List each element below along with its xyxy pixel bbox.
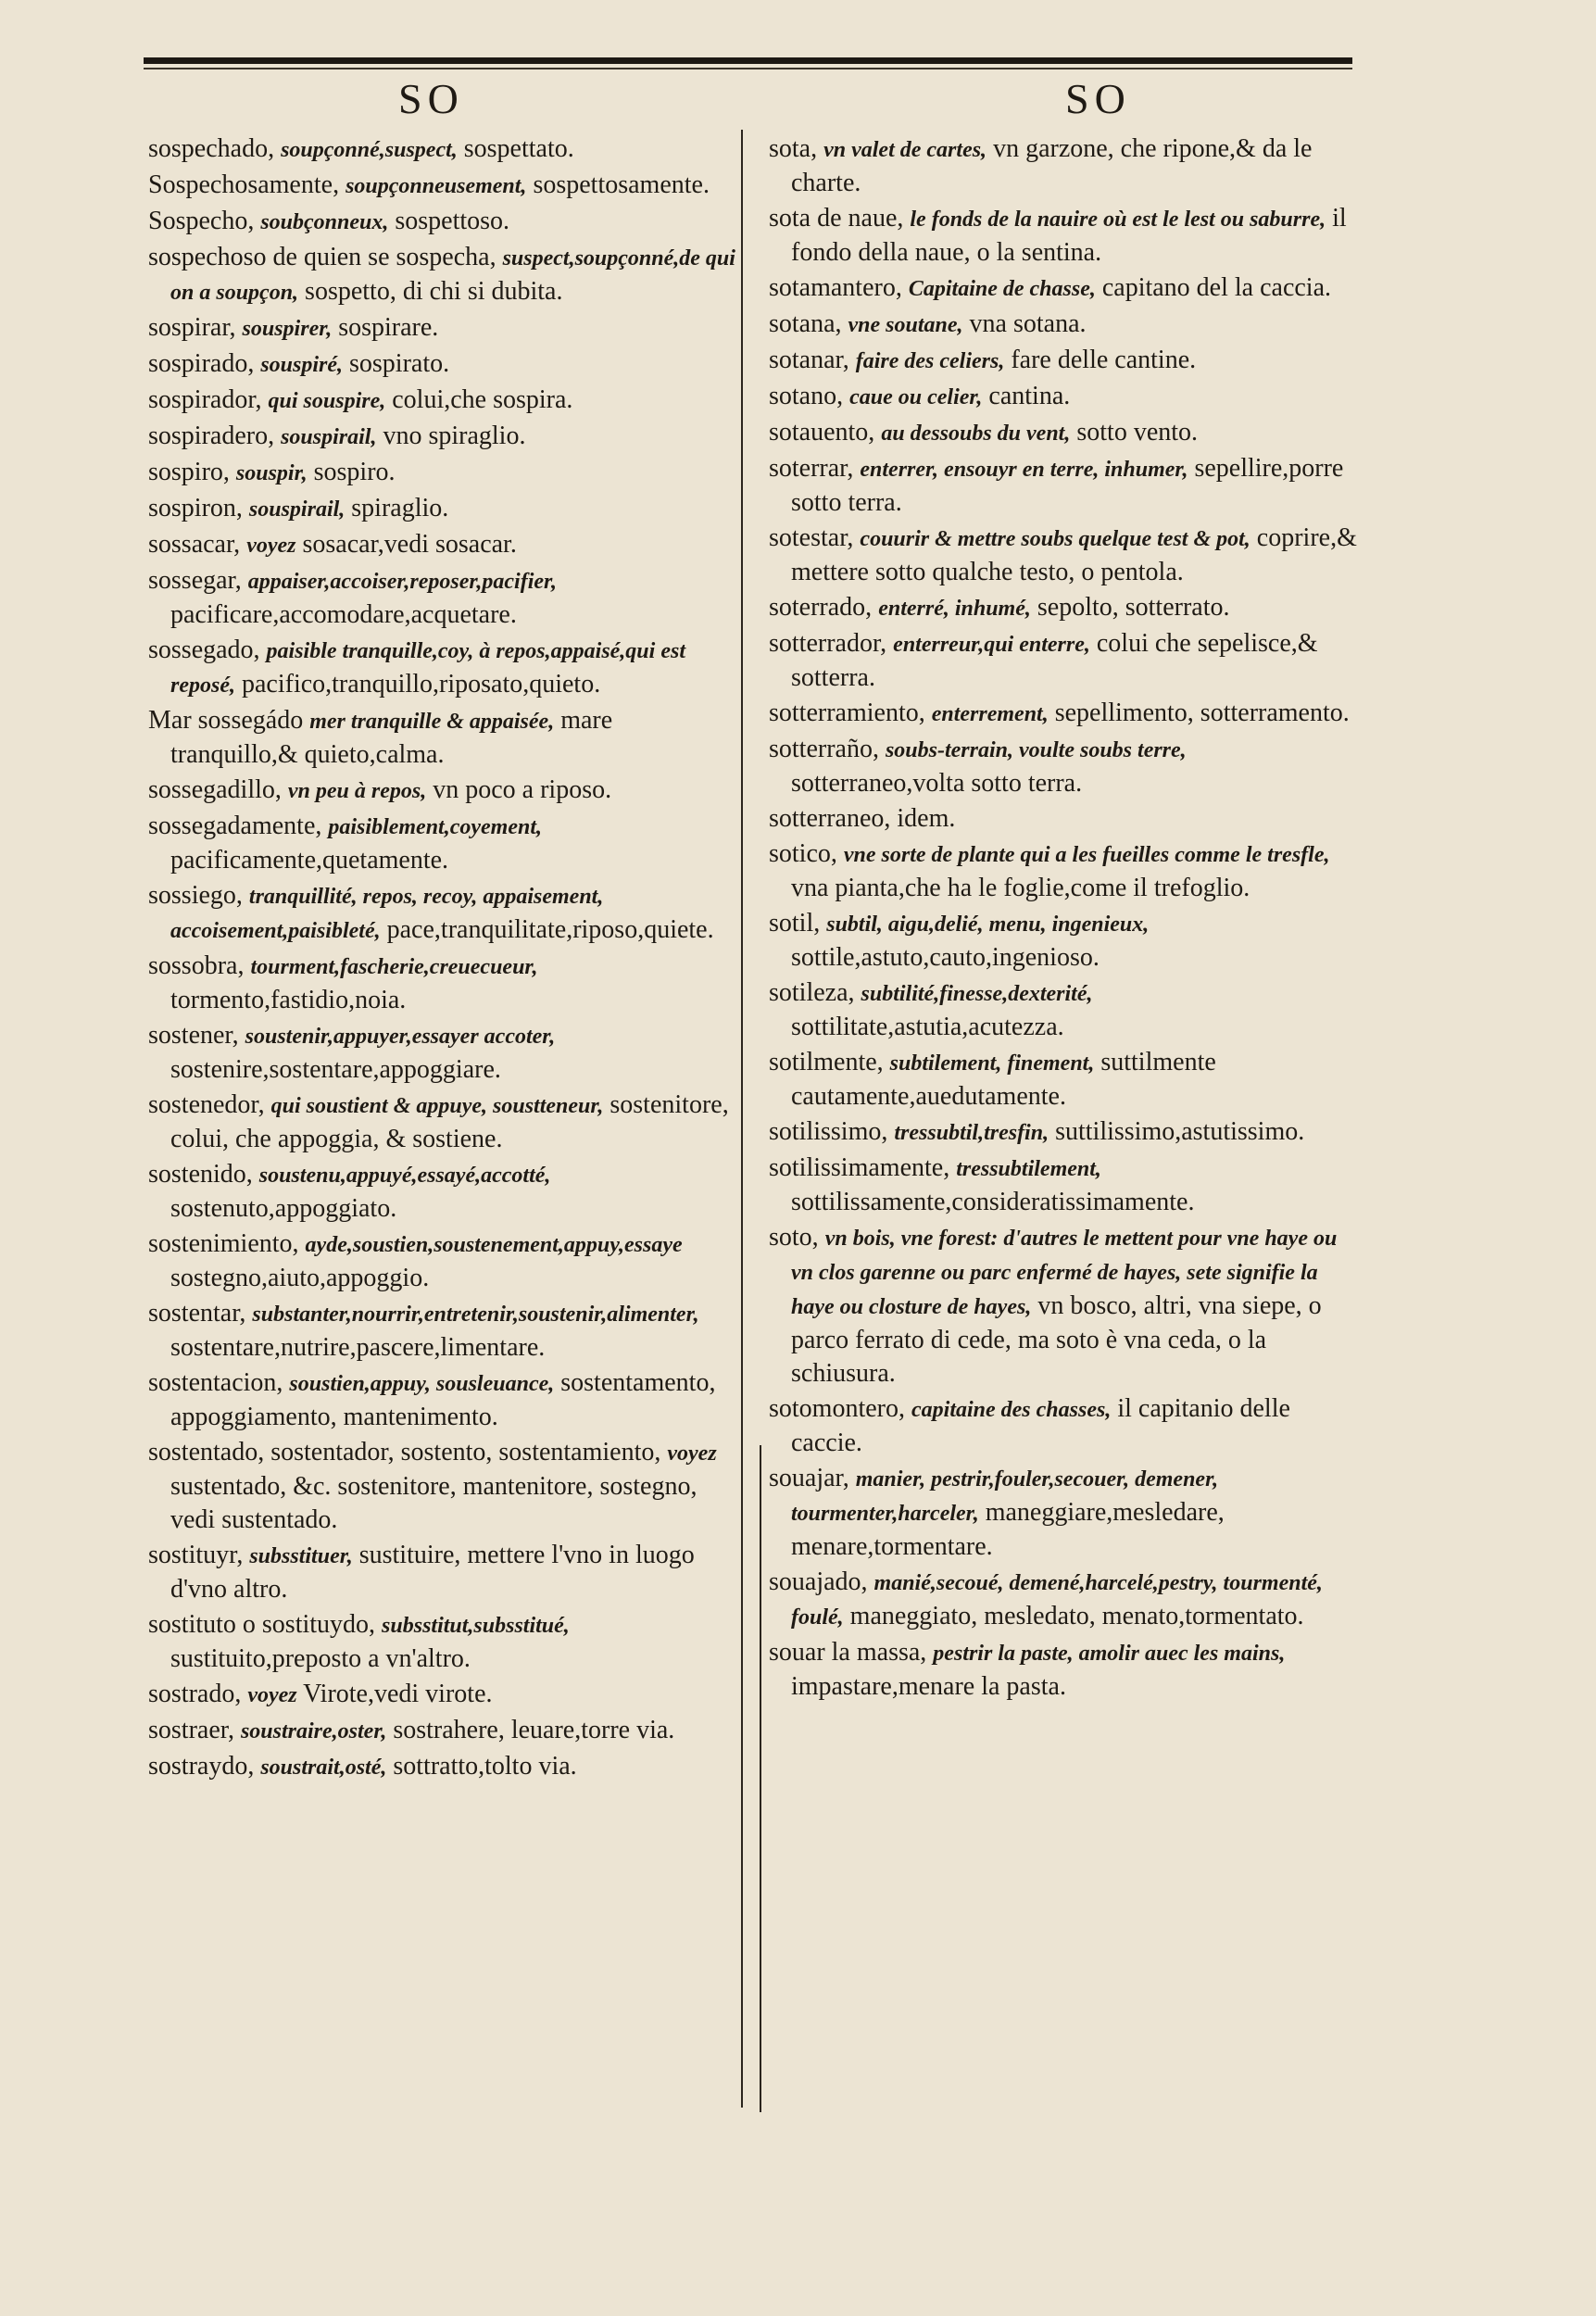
- dictionary-entry: [148, 704, 736, 772]
- dictionary-entry: [769, 733, 1362, 800]
- entry-italian: vna pianta,che ha le foglie,come il trefoglio.: [791, 874, 1250, 902]
- entry-headword: sota,: [769, 134, 818, 163]
- entry-headword: sostentar,: [148, 1299, 246, 1328]
- entry-italian: sottilitate,astutia,acutezza.: [791, 1013, 1064, 1041]
- entry-italian: sotto vento.: [1076, 418, 1199, 447]
- entry-headword: sotilissimamente,: [769, 1153, 950, 1182]
- entry-french: soustraire,oster,: [240, 1719, 387, 1743]
- entry-italian: sospirare.: [338, 313, 439, 342]
- left-column: [148, 132, 736, 1786]
- dictionary-entry: [769, 1566, 1362, 1634]
- entry-italian: sostrahere, leuare,torre via.: [393, 1716, 675, 1744]
- entry-headword: sotestar,: [769, 523, 854, 552]
- dictionary-entry: [769, 132, 1362, 200]
- column-divider: [741, 130, 743, 2108]
- entry-french: soustenu,appuyé,essayé,accotté,: [258, 1164, 551, 1188]
- entry-italian: Virote,vedi virote.: [303, 1680, 493, 1708]
- entry-headword: sotomontero,: [769, 1394, 905, 1423]
- entry-headword: sostrado,: [148, 1680, 242, 1708]
- dictionary-entry: [148, 1714, 736, 1748]
- entry-headword: sostituto o sostituydo,: [148, 1610, 376, 1639]
- entry-italian: cantina.: [988, 382, 1071, 410]
- entry-french: enterrement,: [931, 702, 1049, 726]
- entry-headword: sossegadamente,: [148, 812, 322, 840]
- dictionary-entry: [769, 802, 1362, 836]
- entry-italian: tormento,fastidio,noia.: [170, 986, 407, 1014]
- entry-italian: mare tranquillo,& quieto,calma.: [170, 706, 613, 769]
- entry-italian: pacificamente,quetamente.: [170, 846, 449, 875]
- entry-french: souspirail,: [248, 497, 346, 522]
- dictionary-entry: [148, 492, 736, 526]
- entry-italian: sospiro.: [313, 458, 396, 486]
- entry-french: couurir & mettre soubs quelque test & pot,: [860, 527, 1250, 551]
- entry-headword: sotterraneo,: [769, 804, 891, 833]
- entry-headword: sotterramiento,: [769, 699, 925, 727]
- entry-french: soustrait,osté,: [260, 1756, 387, 1780]
- dictionary-entry: [148, 1089, 736, 1156]
- entry-french: substanter,nourrir,entretenir,soustenir,alimenter,: [252, 1303, 699, 1327]
- entry-headword: sotilmente,: [769, 1048, 884, 1076]
- dictionary-entry: [769, 308, 1362, 342]
- entry-headword: soterrado,: [769, 593, 873, 622]
- entry-french: enterré, inhumé,: [878, 597, 1031, 621]
- entry-italian: maneggiare,mesledare, menare,tormentare.: [791, 1498, 1225, 1561]
- entry-headword: sota de naue,: [769, 204, 904, 233]
- dictionary-entry: [148, 347, 736, 382]
- entry-french: appaiser,accoiser,reposer,pacifier,: [247, 570, 558, 594]
- entry-french: tressubtilement,: [956, 1157, 1101, 1181]
- entry-french: ayde,soustien,soustenement,appuy,essaye: [305, 1233, 683, 1257]
- entry-french: paisiblement,coyement,: [328, 815, 543, 839]
- dictionary-entry: [769, 1152, 1362, 1219]
- dictionary-entry: [769, 697, 1362, 731]
- entry-italian: impastare,menare la pasta.: [791, 1672, 1066, 1701]
- entry-french: subsstituer,: [249, 1544, 353, 1568]
- dictionary-entry: [148, 879, 736, 948]
- entry-italian: sospetto, di chi si dubita.: [305, 277, 563, 306]
- entry-italian: sepellimento, sotterramento.: [1054, 699, 1350, 727]
- entry-french: tressubtil,tresfin,: [894, 1121, 1049, 1145]
- running-head-right: SO: [1065, 75, 1131, 122]
- entry-headword: soto,: [769, 1223, 819, 1252]
- dictionary-entry: [148, 1158, 736, 1226]
- dictionary-entry: [769, 1115, 1362, 1150]
- entry-headword: sossiego,: [148, 881, 243, 910]
- entry-italian: sostenuto,appoggiato.: [170, 1194, 397, 1223]
- entry-french: subtil, aigu,delié, menu, ingenieux,: [826, 913, 1150, 937]
- entry-italian: vna sotana.: [969, 309, 1087, 338]
- entry-french: soubs-terrain, voulte soubs terre,: [885, 738, 1187, 762]
- entry-italian: sostenitore, colui, che appoggia, & sostiene.: [170, 1090, 729, 1153]
- entry-headword: sostenimiento,: [148, 1229, 299, 1258]
- dictionary-entry: [769, 522, 1362, 589]
- dictionary-entry: [769, 1221, 1362, 1391]
- dictionary-entry: [148, 311, 736, 346]
- entry-headword: soterrar,: [769, 454, 854, 483]
- dictionary-entry: [148, 774, 736, 808]
- entry-french: manier, pestrir,fouler,secouer, demener, tourmenter,harceler,: [791, 1467, 1219, 1526]
- entry-headword: sospiradero,: [148, 422, 275, 450]
- entry-french: soubçonneux,: [260, 210, 389, 234]
- dictionary-entry: [148, 132, 736, 167]
- entry-italian: sepellire,porre sotto terra.: [791, 454, 1344, 517]
- entry-headword: souar la massa,: [769, 1638, 927, 1667]
- entry-french: vn bois, vne forest: d'autres le mettent pour vne haye ou vn clos garenne ou parc enfermé de hayes, sete signifie la haye ou closture de hayes,: [791, 1227, 1338, 1319]
- dictionary-entry: [148, 634, 736, 702]
- entry-french: subtilement, finement,: [889, 1051, 1095, 1076]
- entry-french: faire des celiers,: [855, 349, 1005, 373]
- entry-headword: Sospechosamente,: [148, 170, 340, 199]
- entry-french: caue ou celier,: [849, 385, 983, 409]
- dictionary-entry: [769, 416, 1362, 450]
- entry-italian: sosacar,vedi sosacar.: [302, 530, 517, 559]
- entry-headword: sospirador,: [148, 385, 262, 414]
- dictionary-entry: [148, 1678, 736, 1712]
- entry-french: le fonds de la nauire où est le lest ou saburre,: [910, 208, 1326, 232]
- top-rule-thin: [144, 68, 1352, 69]
- entry-italian: sostentamento, appoggiamento, mantenimento.: [170, 1368, 716, 1431]
- entry-italian: suttilmente cautamente,auedutamente.: [791, 1048, 1216, 1111]
- entry-french: voyez: [247, 1683, 297, 1707]
- entry-french: soupçonneusement,: [346, 174, 527, 198]
- entry-french: vn valet de cartes,: [823, 138, 987, 162]
- entry-headword: sostener,: [148, 1021, 239, 1050]
- entry-italian: fare delle cantine.: [1011, 346, 1197, 374]
- entry-headword: sotamantero,: [769, 273, 902, 302]
- entry-french: tranquillité, repos, recoy, appaisement, accoisement,paisibleté,: [170, 885, 604, 943]
- entry-french: souspirail,: [281, 425, 377, 449]
- entry-headword: sotico,: [769, 839, 837, 868]
- dictionary-entry: [769, 452, 1362, 520]
- entry-headword: sotauento,: [769, 418, 875, 447]
- dictionary-entry: [769, 1046, 1362, 1114]
- dictionary-entry: [148, 1366, 736, 1434]
- entry-headword: souajar,: [769, 1464, 849, 1492]
- entry-italian: maneggiato, mesledato, menato,tormentato.: [849, 1602, 1304, 1630]
- entry-headword: sostenido,: [148, 1160, 253, 1189]
- entry-headword: sotanar,: [769, 346, 849, 374]
- entry-headword: sospiro,: [148, 458, 230, 486]
- dictionary-entry: [769, 1462, 1362, 1564]
- dictionary-entry: [148, 1297, 736, 1365]
- entry-italian: idem.: [897, 804, 956, 833]
- entry-headword: sotil,: [769, 909, 821, 938]
- entry-headword: sotana,: [769, 309, 842, 338]
- entry-italian: coprire,& mettere sotto qualche testo, o pentola.: [791, 523, 1357, 586]
- entry-italian: colui,che sospira.: [392, 385, 573, 414]
- column-divider-lower: [760, 1445, 761, 2112]
- entry-italian: sottilissamente,consideratissimamente.: [791, 1188, 1195, 1216]
- entry-headword: sospiron,: [148, 494, 243, 522]
- entry-french: voyez: [667, 1441, 717, 1466]
- entry-italian: sustentado, &c. sostenitore, mantenitore, sostegno, vedi sustentado.: [170, 1472, 697, 1534]
- entry-french: vne sorte de plante qui a les fueilles comme le tresfle,: [843, 843, 1330, 867]
- dictionary-entry: [769, 344, 1362, 378]
- entry-headword: Mar sossegádo: [148, 706, 304, 735]
- entry-headword: sotterrador,: [769, 629, 887, 658]
- dictionary-entry: [148, 1019, 736, 1087]
- entry-italian: sustituito,preposto a vn'altro.: [170, 1644, 471, 1673]
- entry-french: subsstitut,subsstitué,: [382, 1614, 570, 1638]
- entry-italian: sospirato.: [349, 349, 450, 378]
- entry-headword: sotterraño,: [769, 735, 879, 763]
- dictionary-entry: [769, 1636, 1362, 1704]
- entry-italian: sotterraneo,volta sotto terra.: [791, 769, 1083, 798]
- dictionary-entry: [148, 241, 736, 309]
- dictionary-entry: [769, 380, 1362, 414]
- entry-italian: sepolto, sotterrato.: [1037, 593, 1230, 622]
- entry-italian: pacifico,tranquillo,riposato,quieto.: [241, 670, 601, 699]
- entry-headword: sostituyr,: [148, 1541, 244, 1569]
- entry-italian: vn garzone, che ripone,& da le charte.: [791, 134, 1313, 197]
- entry-italian: sostenire,sostentare,appoggiare.: [170, 1055, 501, 1084]
- entry-french: soustien,appuy, sousleuance,: [289, 1372, 555, 1396]
- right-column: [769, 132, 1362, 1706]
- dictionary-entry: [148, 384, 736, 418]
- entry-headword: sostentacion,: [148, 1368, 283, 1397]
- entry-italian: sostegno,aiuto,appoggio.: [170, 1264, 430, 1292]
- entry-french: tourment,fascherie,creuecueur,: [250, 955, 538, 979]
- entry-italian: sostentare,nutrire,pascere,limentare.: [170, 1333, 546, 1362]
- dictionary-entry: [148, 1436, 736, 1537]
- dictionary-entry: [769, 627, 1362, 695]
- entry-french: souspir,: [235, 461, 308, 485]
- dictionary-entry: [148, 1227, 736, 1295]
- entry-headword: sossacar,: [148, 530, 241, 559]
- entry-french: voyez: [246, 534, 296, 558]
- entry-french: enterrer, ensouyr en terre, inhumer,: [860, 458, 1188, 482]
- entry-headword: sospechado,: [148, 134, 275, 163]
- entry-italian: il fondo della naue, o la sentina.: [791, 204, 1347, 267]
- entry-french: Capitaine de chasse,: [908, 277, 1096, 301]
- entry-french: mer tranquille & appaisée,: [309, 710, 555, 734]
- entry-italian: sottratto,tolto via.: [393, 1752, 577, 1781]
- entry-french: vn peu à repos,: [287, 779, 427, 803]
- entry-italian: sospettosamente.: [533, 170, 710, 199]
- entry-french: suspect,soupçonné,de qui on a soupçon,: [170, 246, 735, 305]
- entry-french: manié,secoué, demené,harcelé,pestry, tourmenté, foulé,: [791, 1571, 1323, 1630]
- entry-headword: sossobra,: [148, 951, 245, 980]
- dictionary-entry: [769, 907, 1362, 975]
- entry-italian: il capitanio delle caccie.: [791, 1394, 1290, 1457]
- entry-italian: pacificare,accomodare,acquetare.: [170, 600, 517, 629]
- entry-french: enterreur,qui enterre,: [893, 633, 1090, 657]
- entry-headword: sotileza,: [769, 978, 855, 1007]
- dictionary-entry: [148, 1608, 736, 1676]
- entry-french: qui soustient & appuye, soustteneur,: [270, 1094, 604, 1118]
- entry-headword: sossegado,: [148, 636, 260, 664]
- dictionary-entry: [148, 1750, 736, 1784]
- dictionary-entry: [769, 271, 1362, 306]
- entry-italian: pace,tranquilitate,riposo,quiete.: [386, 915, 714, 944]
- dictionary-entry: [769, 837, 1362, 905]
- entry-french: paisible tranquille,coy, à repos,appaisé,qui est reposé,: [170, 639, 685, 698]
- top-rule: [144, 57, 1352, 64]
- entry-french: subtilité,finesse,dexterité,: [861, 982, 1093, 1006]
- dictionary-entry: [769, 202, 1362, 270]
- dictionary-entry: [148, 456, 736, 490]
- entry-italian: suttilissimo,astutissimo.: [1055, 1117, 1305, 1146]
- running-head-left: SO: [398, 75, 464, 122]
- entry-french: soustenir,appuyer,essayer accoter,: [245, 1025, 556, 1049]
- entry-french: pestrir la paste, amolir auec les mains,: [933, 1642, 1286, 1666]
- entry-italian: colui che sepelisce,& sotterra.: [791, 629, 1318, 692]
- entry-headword: sostenedor,: [148, 1090, 265, 1119]
- entry-headword: sossegar,: [148, 566, 242, 595]
- entry-french: capitaine des chasses,: [911, 1398, 1112, 1422]
- dictionary-entry: [148, 1539, 736, 1606]
- entry-headword: sospirar,: [148, 313, 236, 342]
- entry-italian: vno spiraglio.: [383, 422, 526, 450]
- entry-french: qui souspire,: [268, 389, 386, 413]
- dictionary-entry: [769, 591, 1362, 625]
- entry-headword: sospechoso de quien se sospecha,: [148, 243, 496, 271]
- dictionary-entry: [769, 976, 1362, 1044]
- entry-italian: sospettato.: [463, 134, 574, 163]
- dictionary-entry: [148, 205, 736, 239]
- entry-italian: capitano del la caccia.: [1101, 273, 1332, 302]
- entry-headword: Sospecho,: [148, 207, 255, 235]
- entry-italian: sustituire, mettere l'vno in luogo d'vno altro.: [170, 1541, 695, 1604]
- entry-headword: sossegadillo,: [148, 775, 282, 804]
- entry-french: au dessoubs du vent,: [881, 422, 1071, 446]
- dictionary-entry: [148, 169, 736, 203]
- entry-italian: sospettoso.: [395, 207, 510, 235]
- entry-french: soupçonné,suspect,: [281, 138, 458, 162]
- dictionary-entry: [148, 950, 736, 1017]
- dictionary-entry: [148, 564, 736, 632]
- entry-italian: sottile,astuto,cauto,ingenioso.: [791, 943, 1100, 972]
- entry-italian: spiraglio.: [351, 494, 449, 522]
- entry-french: vne soutane,: [848, 313, 963, 337]
- entry-french: souspiré,: [260, 353, 344, 377]
- entry-headword: sostraer,: [148, 1716, 234, 1744]
- entry-headword: sostraydo,: [148, 1752, 255, 1781]
- entry-headword: sotilissimo,: [769, 1117, 888, 1146]
- dictionary-entry: [148, 528, 736, 562]
- entry-headword: sotano,: [769, 382, 844, 410]
- entry-italian: vn bosco, altri, vna siepe, o parco ferrato di cede, ma soto è vna ceda, o la schiusura.: [791, 1291, 1322, 1388]
- entry-headword: sostentado, sostentador, sostento, sostentamiento,: [148, 1438, 661, 1466]
- entry-french: souspirer,: [242, 317, 333, 341]
- dictionary-entry: [148, 420, 736, 454]
- entry-headword: souajado,: [769, 1567, 868, 1596]
- entry-headword: sospirado,: [148, 349, 255, 378]
- entry-italian: vn poco a riposo.: [433, 775, 612, 804]
- dictionary-entry: [148, 810, 736, 877]
- dictionary-entry: [769, 1392, 1362, 1460]
